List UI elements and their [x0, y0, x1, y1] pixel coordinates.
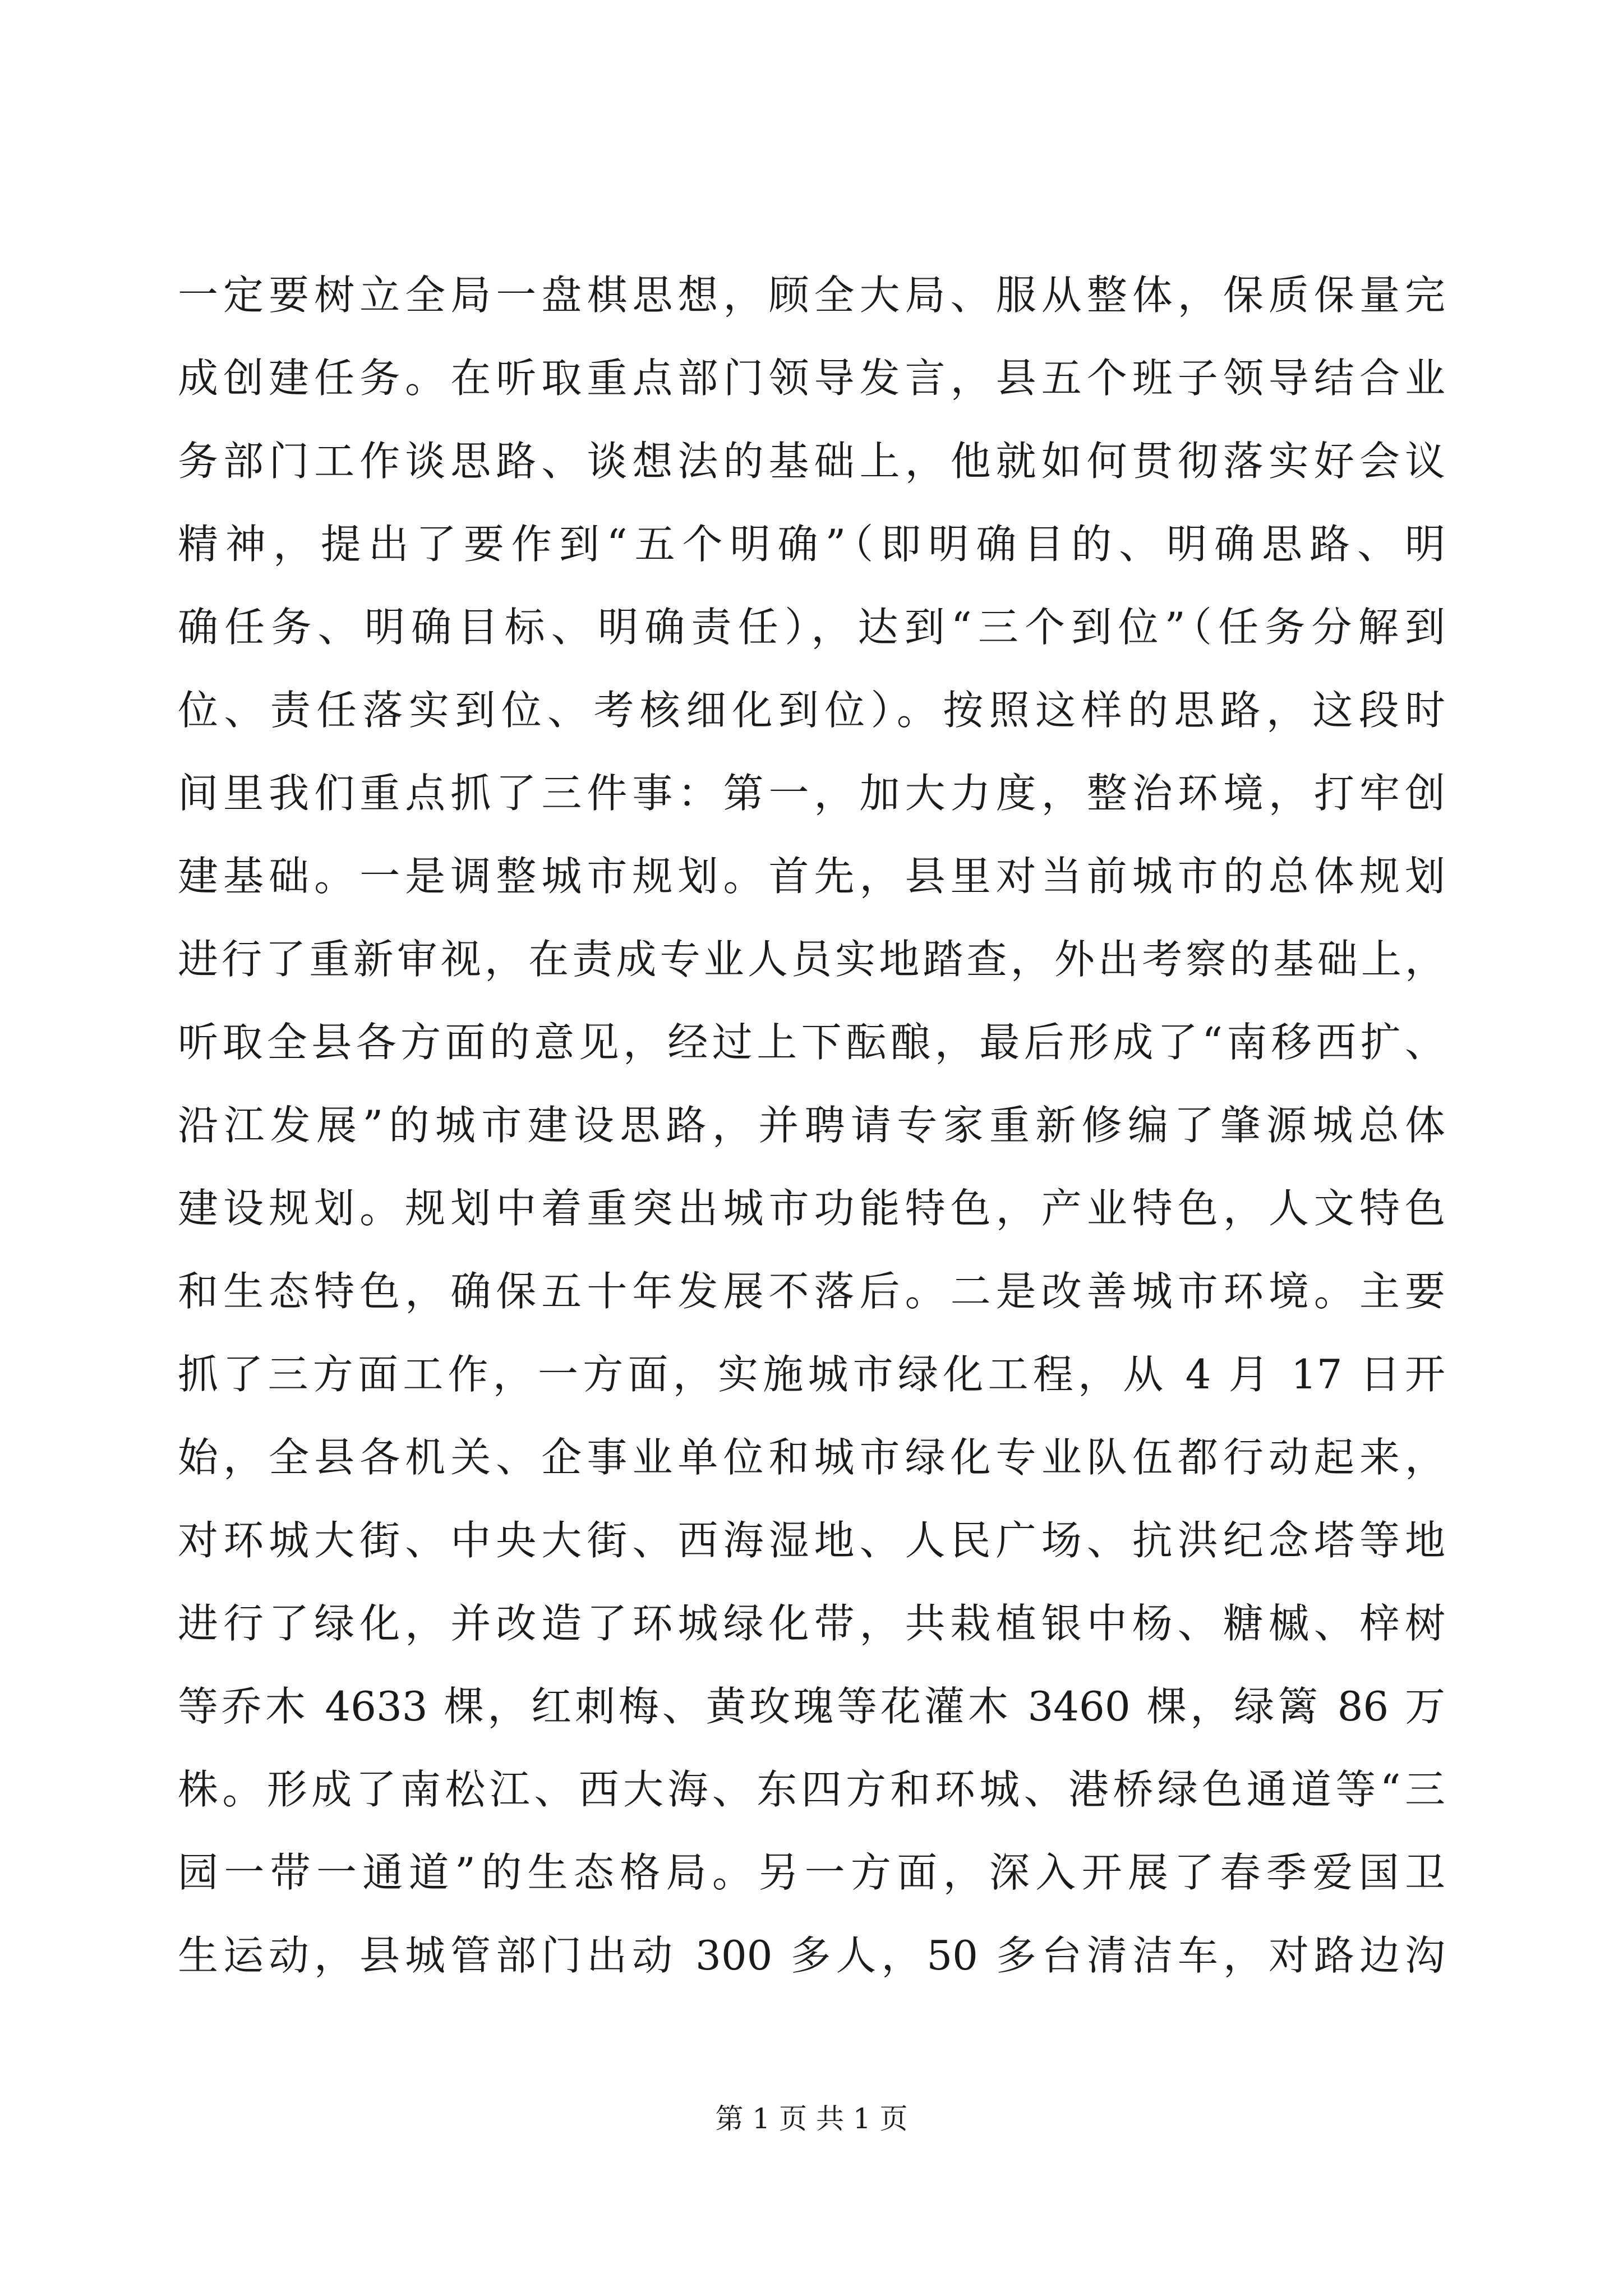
text-line: 位、责任落实到位、考核细化到位）。按照这样的思路，这段时: [178, 687, 1445, 734]
text-line: 建设规划。规划中着重突出城市功能特色，产业特色，人文特色: [178, 1185, 1445, 1232]
text-line: 和生态特色，确保五十年发展不落后。二是改善城市环境。主要: [178, 1268, 1445, 1315]
text-line: 间里我们重点抓了三件事：第一，加大力度，整治环境，打牢创: [178, 770, 1445, 817]
text-line: 进行了绿化，并改造了环城绿化带，共栽植银中杨、糖槭、梓树: [178, 1600, 1445, 1647]
text-line: 精神，提出了要作到“五个明确”（即明确目的、明确思路、明: [178, 521, 1445, 568]
text-line: 园一带一通道”的生态格局。另一方面，深入开展了春季爱国卫: [178, 1849, 1445, 1896]
page-number-footer: 第 1 页 共 1 页: [715, 2102, 908, 2135]
text-line: 对环城大街、中央大街、西海湿地、人民广场、抗洪纪念塔等地: [178, 1517, 1445, 1564]
text-line: 建基础。一是调整城市规划。首先，县里对当前城市的总体规划: [178, 853, 1445, 900]
text-line: 生运动，县城管部门出动 300 多人，50 多台清洁车，对路边沟: [178, 1932, 1445, 1979]
text-line: 成创建任务。在听取重点部门领导发言，县五个班子领导结合业: [178, 355, 1445, 402]
text-line: 听取全县各方面的意见，经过上下酝酿，最后形成了“南移西扩、: [178, 1019, 1445, 1066]
text-line: 株。形成了南松江、西大海、东四方和环城、港桥绿色通道等“三: [178, 1766, 1445, 1813]
text-line: 务部门工作谈思路、谈想法的基础上，他就如何贯彻落实好会议: [178, 438, 1445, 485]
text-line: 等乔木 4633 棵，红刺梅、黄玫瑰等花灌木 3460 棵，绿篱 86 万: [178, 1683, 1445, 1730]
text-line: 始，全县各机关、企事业单位和城市绿化专业队伍都行动起来，: [178, 1434, 1445, 1481]
text-line: 确任务、明确目标、明确责任），达到“三个到位”（任务分解到: [178, 604, 1445, 651]
text-line: 沿江发展”的城市建设思路，并聘请专家重新修编了肇源城总体: [178, 1102, 1445, 1149]
text-line: 抓了三方面工作，一方面，实施城市绿化工程，从 4 月 17 日开: [178, 1351, 1445, 1398]
text-line: 一定要树立全局一盘棋思想，顾全大局、服从整体，保质保量完: [178, 272, 1445, 319]
body-text: [178, 254, 1445, 1997]
text-line: 进行了重新审视，在责成专业人员实地踏查，外出考察的基础上，: [178, 936, 1445, 983]
